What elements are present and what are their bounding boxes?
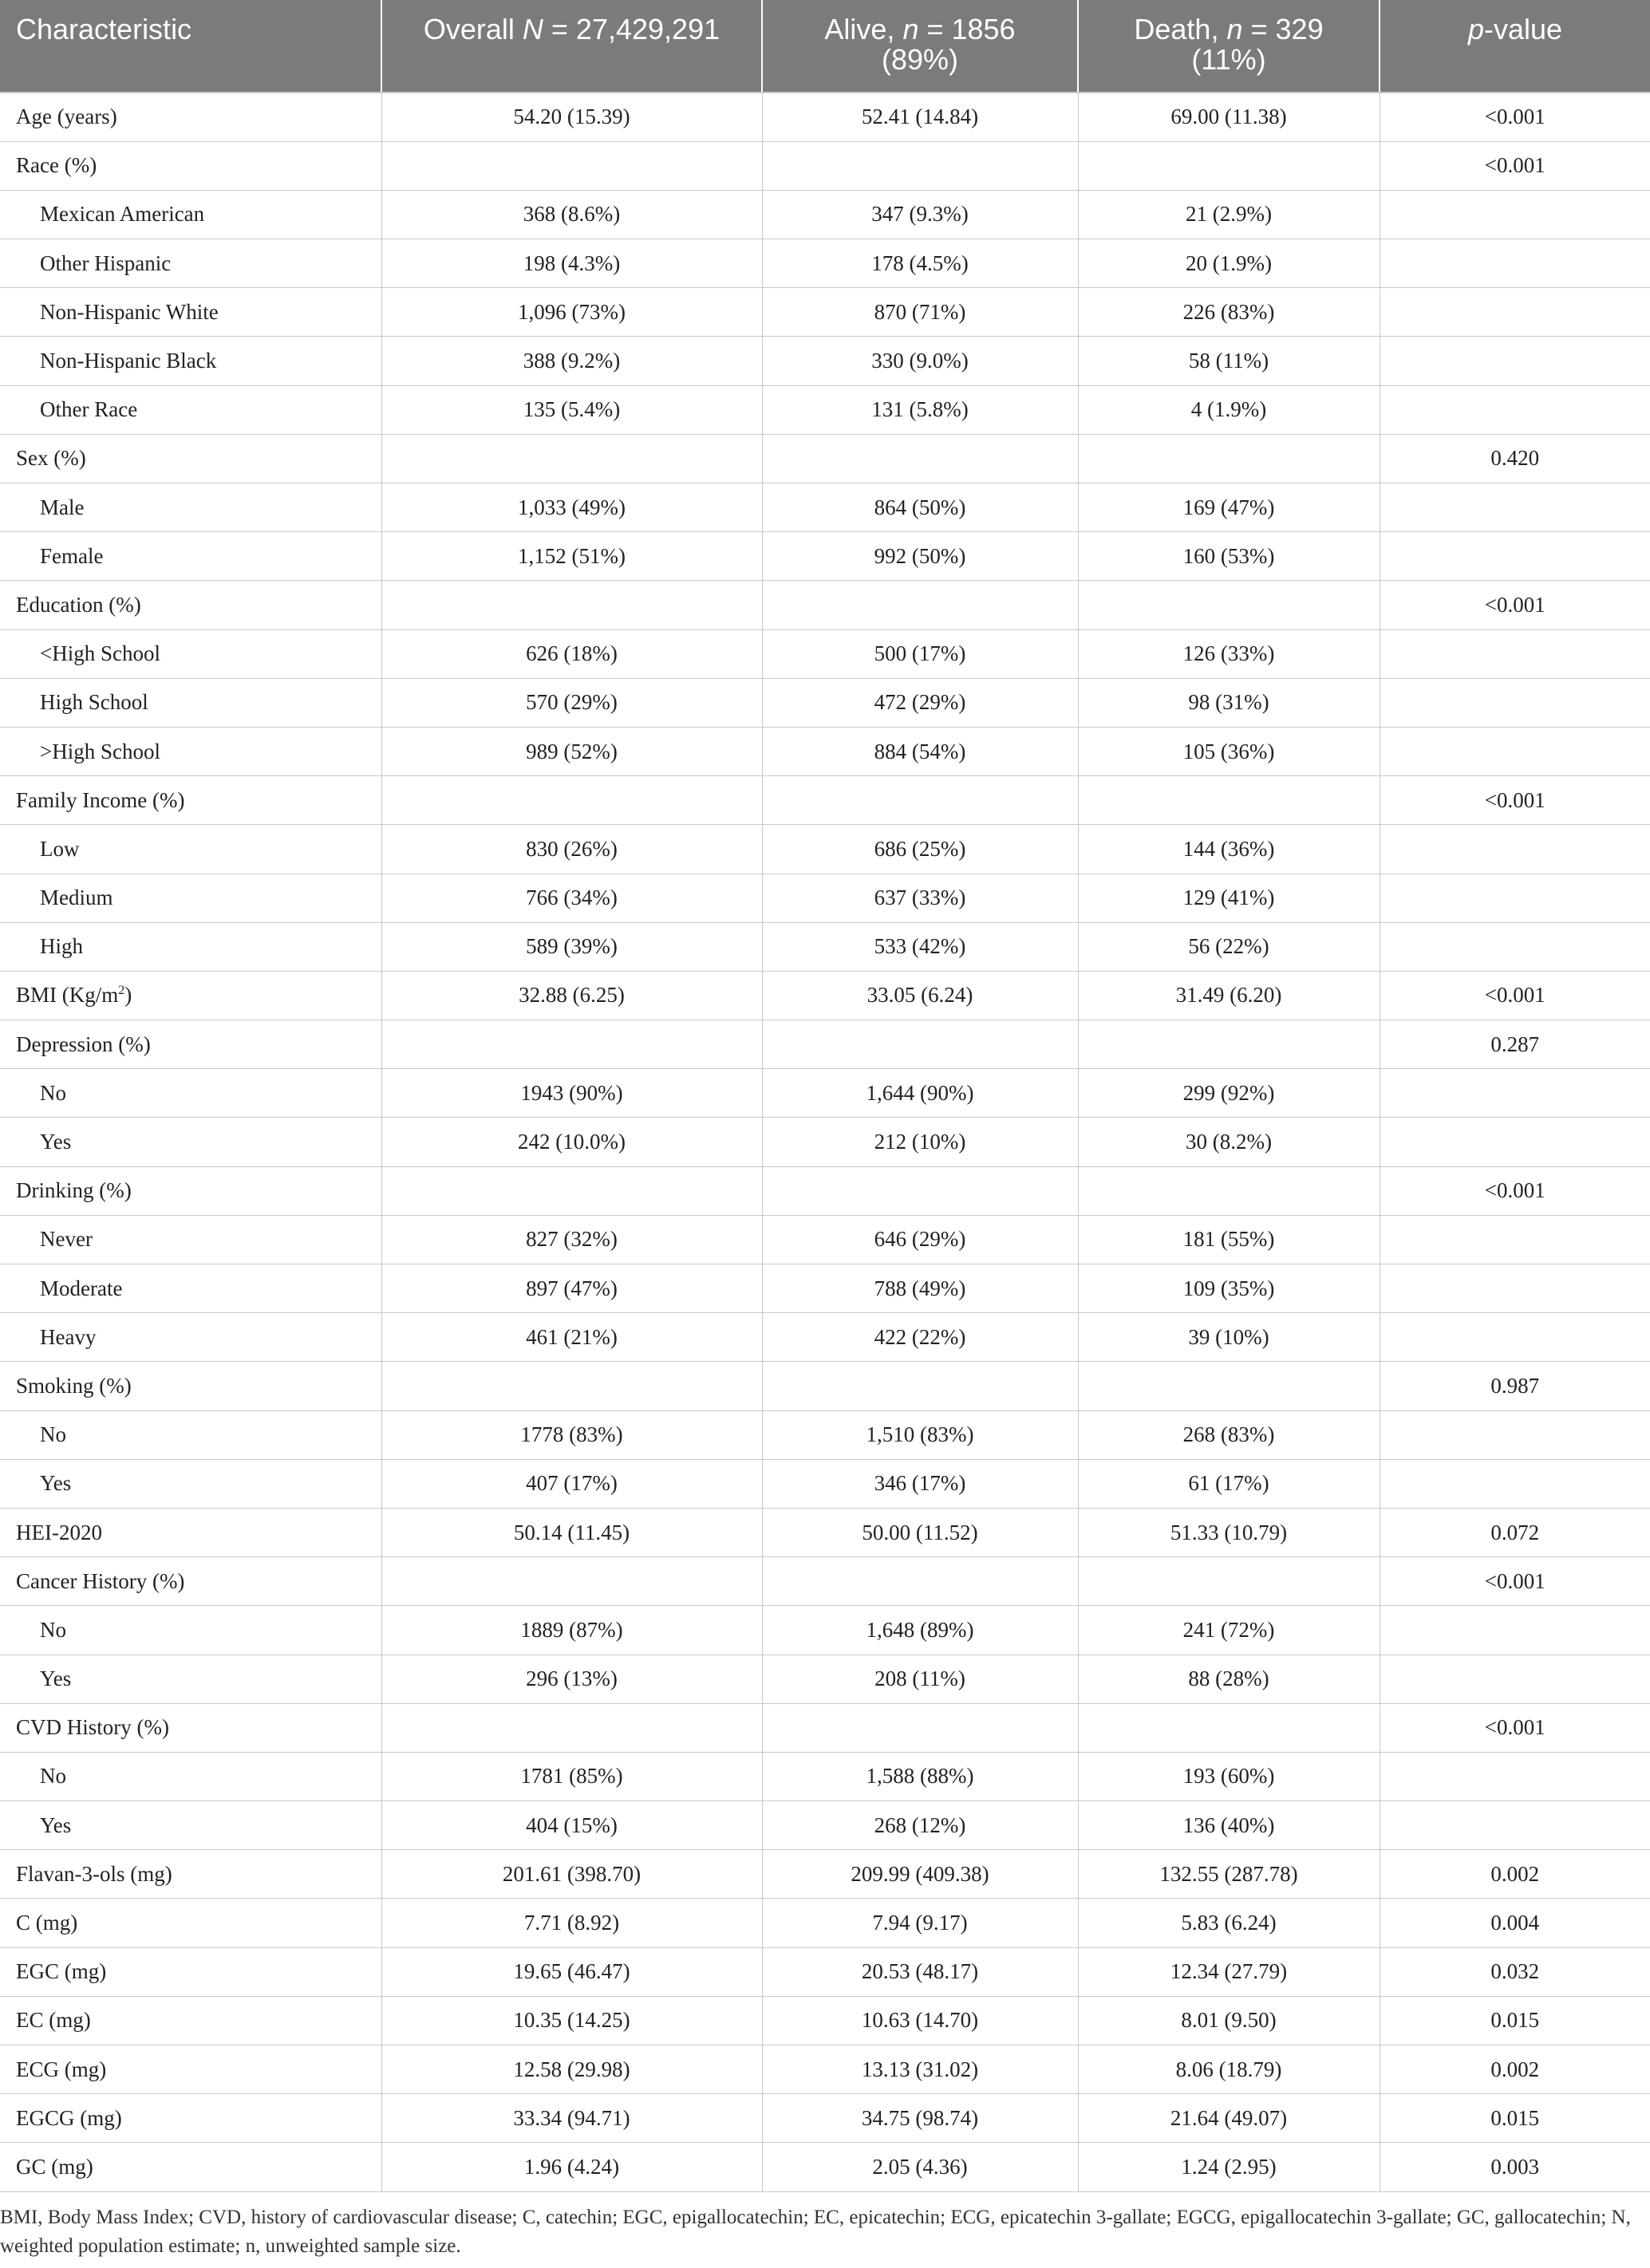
cell-characteristic: Mexican American (0, 190, 381, 239)
cell-characteristic: Moderate (0, 1264, 381, 1313)
table-row (0, 776, 1650, 825)
header-overall-prefix: Overall (423, 13, 523, 45)
table-row (0, 1410, 1650, 1459)
cell-death: 169 (47%) (1078, 483, 1380, 532)
table-row (0, 532, 1650, 581)
cell-overall: 1778 (83%) (381, 1410, 762, 1459)
cell-overall: 201.61 (398.70) (381, 1850, 762, 1899)
cell-death: 136 (40%) (1078, 1801, 1380, 1850)
cell-overall (381, 1557, 762, 1606)
cell-characteristic: Non-Hispanic Black (0, 337, 381, 385)
cell-characteristic: Yes (0, 1118, 381, 1166)
cell-characteristic: >High School (0, 727, 381, 775)
cell-death (1078, 776, 1380, 825)
cell-pvalue: 0.004 (1380, 1899, 1650, 1947)
cell-characteristic: Other Race (0, 385, 381, 434)
cell-pvalue (1380, 483, 1650, 532)
cell-pvalue (1380, 1606, 1650, 1655)
table-row (0, 483, 1650, 532)
cell-death: 105 (36%) (1078, 727, 1380, 775)
cell-characteristic: GC (mg) (0, 2143, 381, 2191)
cell-death (1078, 1166, 1380, 1215)
cell-pvalue (1380, 1118, 1650, 1166)
cell-characteristic: CVD History (%) (0, 1703, 381, 1752)
cell-alive: 20.53 (48.17) (762, 1947, 1078, 1996)
cell-death (1078, 434, 1380, 483)
table-row (0, 922, 1650, 971)
header-overall-rest: = 27,429,291 (543, 13, 720, 45)
cell-pvalue: <0.001 (1380, 1166, 1650, 1215)
cell-characteristic: <High School (0, 629, 381, 678)
cell-alive: 208 (11%) (762, 1655, 1078, 1703)
cell-alive: 637 (33%) (762, 874, 1078, 922)
cell-characteristic: ECG (mg) (0, 2045, 381, 2094)
cell-characteristic: No (0, 1069, 381, 1118)
header-death-var: n (1226, 13, 1243, 45)
cell-death: 12.34 (27.79) (1078, 1947, 1380, 1996)
cell-death: 56 (22%) (1078, 922, 1380, 971)
cell-characteristic (0, 971, 381, 1020)
cell-characteristic: Education (%) (0, 581, 381, 629)
table-header (0, 0, 1650, 93)
header-death-rest: = 329 (1242, 13, 1324, 45)
cell-overall: 7.71 (8.92) (381, 1899, 762, 1947)
cell-characteristic: Flavan-3-ols (mg) (0, 1850, 381, 1899)
cell-characteristic: Female (0, 532, 381, 581)
table-row (0, 93, 1650, 141)
cell-pvalue (1380, 239, 1650, 288)
header-pvalue (1380, 0, 1650, 93)
cell-pvalue: <0.001 (1380, 776, 1650, 825)
cell-death (1078, 1020, 1380, 1069)
cell-characteristic: Male (0, 483, 381, 532)
cell-death: 160 (53%) (1078, 532, 1380, 581)
cell-death (1078, 1703, 1380, 1752)
cell-pvalue (1380, 727, 1650, 775)
header-overall (381, 0, 762, 93)
cell-alive: 346 (17%) (762, 1459, 1078, 1508)
cell-characteristic: Yes (0, 1801, 381, 1850)
table-row (0, 1801, 1650, 1850)
cell-characteristic: Drinking (%) (0, 1166, 381, 1215)
cell-characteristic: Other Hispanic (0, 239, 381, 288)
header-p-rest: -value (1483, 13, 1563, 45)
cell-death: 4 (1.9%) (1078, 385, 1380, 434)
header-death-pct: (11%) (1191, 43, 1266, 76)
cell-overall (381, 434, 762, 483)
table-row (0, 1215, 1650, 1264)
cell-overall: 1,096 (73%) (381, 288, 762, 337)
header-death (1078, 0, 1380, 93)
cell-alive: 422 (22%) (762, 1313, 1078, 1362)
cell-overall: 626 (18%) (381, 629, 762, 678)
cell-alive: 646 (29%) (762, 1215, 1078, 1264)
cell-alive (762, 434, 1078, 483)
table-row (0, 1703, 1650, 1752)
cell-death (1078, 1557, 1380, 1606)
table-row (0, 1459, 1650, 1508)
cell-overall: 135 (5.4%) (381, 385, 762, 434)
header-alive (762, 0, 1078, 93)
cell-characteristic: Yes (0, 1655, 381, 1703)
cell-overall: 404 (15%) (381, 1801, 762, 1850)
cell-alive: 13.13 (31.02) (762, 2045, 1078, 2094)
cell-overall: 461 (21%) (381, 1313, 762, 1362)
table-row (0, 1020, 1650, 1069)
cell-pvalue (1380, 1215, 1650, 1264)
table-row (0, 1752, 1650, 1801)
cell-pvalue: 0.015 (1380, 1996, 1650, 2045)
table-row (0, 1166, 1650, 1215)
header-characteristic (0, 0, 381, 93)
cell-death: 8.06 (18.79) (1078, 2045, 1380, 2094)
cell-overall: 296 (13%) (381, 1655, 762, 1703)
cell-overall: 766 (34%) (381, 874, 762, 922)
cell-characteristic: Medium (0, 874, 381, 922)
cell-alive: 50.00 (11.52) (762, 1508, 1078, 1556)
cell-pvalue: 0.015 (1380, 2094, 1650, 2143)
header-p-var: p (1467, 13, 1484, 45)
table-row (0, 727, 1650, 775)
cell-death: 126 (33%) (1078, 629, 1380, 678)
cell-overall (381, 1362, 762, 1410)
cell-overall: 570 (29%) (381, 678, 762, 727)
cell-overall (381, 1166, 762, 1215)
table-row (0, 971, 1650, 1020)
cell-pvalue (1380, 1069, 1650, 1118)
cell-death (1078, 141, 1380, 190)
table-row (0, 2143, 1650, 2191)
cell-pvalue: <0.001 (1380, 581, 1650, 629)
cell-pvalue: <0.001 (1380, 93, 1650, 141)
cell-overall: 1,033 (49%) (381, 483, 762, 532)
cell-alive (762, 141, 1078, 190)
cell-label-text: BMI (Kg/m (16, 983, 119, 1008)
cell-overall: 32.88 (6.25) (381, 971, 762, 1020)
cell-overall: 989 (52%) (381, 727, 762, 775)
cell-alive: 686 (25%) (762, 825, 1078, 874)
cell-alive: 1,588 (88%) (762, 1752, 1078, 1801)
cell-pvalue: 0.032 (1380, 1947, 1650, 1996)
cell-overall: 1889 (87%) (381, 1606, 762, 1655)
cell-characteristic: Heavy (0, 1313, 381, 1362)
header-alive-var: n (902, 13, 919, 45)
cell-death: 226 (83%) (1078, 288, 1380, 337)
cell-overall: 12.58 (29.98) (381, 2045, 762, 2094)
table-row (0, 1362, 1650, 1410)
cell-pvalue (1380, 1410, 1650, 1459)
table-row (0, 678, 1650, 727)
cell-death: 20 (1.9%) (1078, 239, 1380, 288)
cell-pvalue (1380, 1264, 1650, 1313)
cell-death: 39 (10%) (1078, 1313, 1380, 1362)
cell-overall: 827 (32%) (381, 1215, 762, 1264)
table-row (0, 1606, 1650, 1655)
table-row (0, 1850, 1650, 1899)
cell-pvalue (1380, 1313, 1650, 1362)
table-row (0, 629, 1650, 678)
cell-pvalue (1380, 385, 1650, 434)
cell-pvalue: 0.287 (1380, 1020, 1650, 1069)
table-row (0, 1264, 1650, 1313)
cell-overall (381, 1020, 762, 1069)
cell-pvalue: <0.001 (1380, 1557, 1650, 1606)
cell-pvalue: 0.002 (1380, 2045, 1650, 2094)
cell-characteristic: HEI-2020 (0, 1508, 381, 1556)
cell-death: 132.55 (287.78) (1078, 1850, 1380, 1899)
cell-overall: 388 (9.2%) (381, 337, 762, 385)
cell-alive: 330 (9.0%) (762, 337, 1078, 385)
table-row (0, 288, 1650, 337)
cell-characteristic: Sex (%) (0, 434, 381, 483)
cell-pvalue: 0.420 (1380, 434, 1650, 483)
cell-death: 109 (35%) (1078, 1264, 1380, 1313)
table-row (0, 2045, 1650, 2094)
cell-alive: 178 (4.5%) (762, 239, 1078, 288)
cell-alive: 992 (50%) (762, 532, 1078, 581)
cell-alive: 1,644 (90%) (762, 1069, 1078, 1118)
cell-overall (381, 141, 762, 190)
cell-pvalue (1380, 678, 1650, 727)
cell-death: 1.24 (2.95) (1078, 2143, 1380, 2191)
cell-overall: 1943 (90%) (381, 1069, 762, 1118)
cell-death: 61 (17%) (1078, 1459, 1380, 1508)
table-row (0, 141, 1650, 190)
cell-characteristic: Cancer History (%) (0, 1557, 381, 1606)
cell-pvalue: 0.002 (1380, 1850, 1650, 1899)
cell-alive: 10.63 (14.70) (762, 1996, 1078, 2045)
header-death-prefix: Death, (1134, 13, 1227, 45)
cell-pvalue: <0.001 (1380, 1703, 1650, 1752)
table-row (0, 1557, 1650, 1606)
header-alive-pct: (89%) (881, 43, 959, 76)
cell-death: 21 (2.9%) (1078, 190, 1380, 239)
table-row (0, 1996, 1650, 2045)
header-row (0, 0, 1650, 93)
cell-alive (762, 1557, 1078, 1606)
cell-overall: 50.14 (11.45) (381, 1508, 762, 1556)
cell-characteristic: Smoking (%) (0, 1362, 381, 1410)
table-row (0, 874, 1650, 922)
cell-overall: 1,152 (51%) (381, 532, 762, 581)
cell-alive (762, 1166, 1078, 1215)
cell-characteristic: Yes (0, 1459, 381, 1508)
table-row (0, 1313, 1650, 1362)
cell-label-sup: 2 (118, 984, 125, 998)
cell-death: 69.00 (11.38) (1078, 93, 1380, 141)
cell-alive: 472 (29%) (762, 678, 1078, 727)
cell-alive: 7.94 (9.17) (762, 1899, 1078, 1947)
cell-alive: 52.41 (14.84) (762, 93, 1078, 141)
cell-overall: 407 (17%) (381, 1459, 762, 1508)
cell-death (1078, 581, 1380, 629)
table-row (0, 1899, 1650, 1947)
cell-alive: 33.05 (6.24) (762, 971, 1078, 1020)
header-characteristic-text: Characteristic (16, 13, 192, 45)
cell-overall: 368 (8.6%) (381, 190, 762, 239)
cell-alive (762, 1020, 1078, 1069)
cell-death: 241 (72%) (1078, 1606, 1380, 1655)
cell-characteristic: Race (%) (0, 141, 381, 190)
cell-characteristic: Low (0, 825, 381, 874)
cell-death: 129 (41%) (1078, 874, 1380, 922)
cell-characteristic: No (0, 1606, 381, 1655)
table-row (0, 581, 1650, 629)
cell-characteristic: EGCG (mg) (0, 2094, 381, 2143)
table-row (0, 825, 1650, 874)
cell-characteristic: No (0, 1410, 381, 1459)
cell-pvalue: <0.001 (1380, 141, 1650, 190)
cell-overall: 33.34 (94.71) (381, 2094, 762, 2143)
table-row (0, 1118, 1650, 1166)
table-row (0, 434, 1650, 483)
cell-characteristic: Family Income (%) (0, 776, 381, 825)
table-body (0, 93, 1650, 2191)
header-overall-var: N (522, 13, 543, 45)
cell-alive: 1,510 (83%) (762, 1410, 1078, 1459)
cell-alive: 212 (10%) (762, 1118, 1078, 1166)
cell-death: 88 (28%) (1078, 1655, 1380, 1703)
cell-alive: 884 (54%) (762, 727, 1078, 775)
cell-pvalue (1380, 874, 1650, 922)
cell-alive: 1,648 (89%) (762, 1606, 1078, 1655)
cell-pvalue (1380, 532, 1650, 581)
cell-pvalue (1380, 629, 1650, 678)
cell-overall: 1.96 (4.24) (381, 2143, 762, 2191)
cell-alive: 268 (12%) (762, 1801, 1078, 1850)
cell-characteristic: EC (mg) (0, 1996, 381, 2045)
cell-death: 51.33 (10.79) (1078, 1508, 1380, 1556)
cell-alive: 864 (50%) (762, 483, 1078, 532)
cell-alive: 500 (17%) (762, 629, 1078, 678)
cell-death: 193 (60%) (1078, 1752, 1380, 1801)
cell-overall: 19.65 (46.47) (381, 1947, 762, 1996)
table-row (0, 2094, 1650, 2143)
cell-death: 21.64 (49.07) (1078, 2094, 1380, 2143)
cell-overall (381, 581, 762, 629)
cell-alive: 209.99 (409.38) (762, 1850, 1078, 1899)
table-row (0, 385, 1650, 434)
cell-overall (381, 776, 762, 825)
cell-death: 8.01 (9.50) (1078, 1996, 1380, 2045)
cell-overall: 830 (26%) (381, 825, 762, 874)
cell-pvalue (1380, 337, 1650, 385)
cell-characteristic: Never (0, 1215, 381, 1264)
cell-characteristic: High (0, 922, 381, 971)
header-alive-rest: = 1856 (918, 13, 1016, 45)
cell-pvalue (1380, 190, 1650, 239)
cell-pvalue (1380, 825, 1650, 874)
cell-pvalue (1380, 1801, 1650, 1850)
cell-alive (762, 1703, 1078, 1752)
cell-overall (381, 1703, 762, 1752)
cell-pvalue (1380, 288, 1650, 337)
cell-overall: 897 (47%) (381, 1264, 762, 1313)
cell-pvalue (1380, 922, 1650, 971)
cell-death: 299 (92%) (1078, 1069, 1380, 1118)
cell-alive (762, 776, 1078, 825)
cell-characteristic: Depression (%) (0, 1020, 381, 1069)
table-footnote: BMI, Body Mass Index; CVD, history of cardiovascular disease; C, catechin; EGC, epigallocatechin; EC, epicatechin; ECG, epicatechin 3-gallate; EGCG, epigallocatechin 3-gallate; GC, gallocatechin; N, weighted population estimate; n, unweighted sample size. (0, 2206, 1631, 2257)
table-row (0, 190, 1650, 239)
table-row (0, 1508, 1650, 1556)
cell-overall: 198 (4.3%) (381, 239, 762, 288)
cell-alive: 533 (42%) (762, 922, 1078, 971)
cell-overall: 10.35 (14.25) (381, 1996, 762, 2045)
cell-alive: 34.75 (98.74) (762, 2094, 1078, 2143)
cell-characteristic: C (mg) (0, 1899, 381, 1947)
header-alive-prefix: Alive, (824, 13, 903, 45)
table-row (0, 337, 1650, 385)
cell-pvalue (1380, 1459, 1650, 1508)
cell-pvalue: <0.001 (1380, 971, 1650, 1020)
cell-alive (762, 1362, 1078, 1410)
cell-characteristic: Age (years) (0, 93, 381, 141)
cell-overall: 589 (39%) (381, 922, 762, 971)
cell-alive: 131 (5.8%) (762, 385, 1078, 434)
cell-death: 268 (83%) (1078, 1410, 1380, 1459)
cell-death: 31.49 (6.20) (1078, 971, 1380, 1020)
cell-death: 30 (8.2%) (1078, 1118, 1380, 1166)
cell-characteristic: Non-Hispanic White (0, 288, 381, 337)
cell-overall: 1781 (85%) (381, 1752, 762, 1801)
cell-label-after: ) (124, 983, 132, 1008)
table-row (0, 1947, 1650, 1996)
cell-death: 181 (55%) (1078, 1215, 1380, 1264)
cell-alive (762, 581, 1078, 629)
table-row (0, 1655, 1650, 1703)
cell-alive: 2.05 (4.36) (762, 2143, 1078, 2191)
cell-characteristic: No (0, 1752, 381, 1801)
cell-alive: 870 (71%) (762, 288, 1078, 337)
cell-overall: 242 (10.0%) (381, 1118, 762, 1166)
cell-overall: 54.20 (15.39) (381, 93, 762, 141)
cell-pvalue (1380, 1655, 1650, 1703)
cell-pvalue: 0.987 (1380, 1362, 1650, 1410)
cell-death (1078, 1362, 1380, 1410)
cell-pvalue (1380, 1752, 1650, 1801)
cell-pvalue: 0.072 (1380, 1508, 1650, 1556)
cell-death: 98 (31%) (1078, 678, 1380, 727)
cell-death: 5.83 (6.24) (1078, 1899, 1380, 1947)
table-row (0, 1069, 1650, 1118)
cell-characteristic: High School (0, 678, 381, 727)
cell-alive: 347 (9.3%) (762, 190, 1078, 239)
table-row (0, 239, 1650, 288)
cell-death: 58 (11%) (1078, 337, 1380, 385)
cell-alive: 788 (49%) (762, 1264, 1078, 1313)
cell-characteristic: EGC (mg) (0, 1947, 381, 1996)
cell-death: 144 (36%) (1078, 825, 1380, 874)
cell-pvalue: 0.003 (1380, 2143, 1650, 2191)
